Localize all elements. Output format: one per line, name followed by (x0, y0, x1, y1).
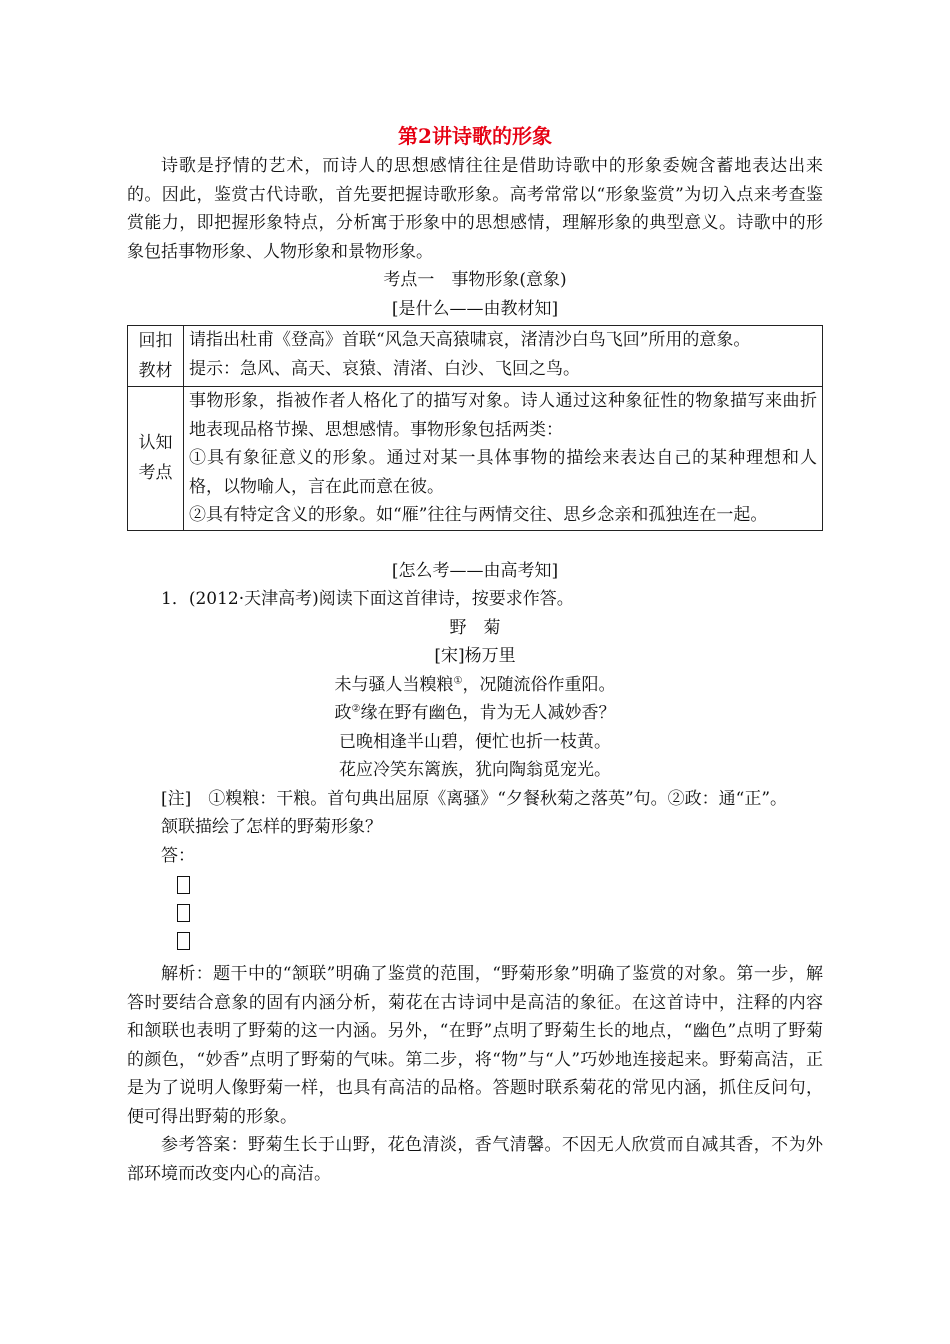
poem-line-2: 政②缘在野有幽色，肯为无人减妙香？ (334, 703, 616, 723)
analysis-paragraph: 解析：题干中的“颔联”明确了鉴赏的范围，“野菊形象”明确了鉴赏的对象。第一步，解答时要结合意象的固有内涵分析，菊花在古诗词中是高洁的象征。在这首诗中，注释的内容和颔联也表明了野菊的这一内涵。另外，“在野”点明了野菊生长的地点，“幽色”点明了野菊的颜色，“妙香”点明了野菊的气味。第二步，将“物”与“人”巧妙地连接起来。野菊高洁，正是为了说明人像野菊一样，也具有高洁的品格。答题时联系菊花的常见内涵，抓住反问句，便可得出野菊的形象。 (127, 964, 823, 1127)
poem-line-3: 已晚相逢半山碧，便忙也折一枝黄。 (339, 731, 611, 752)
cognition-definition: 事物形象，指被作者人格化了的描写对象。诗人通过这种象征性的物象描写来曲折地表现品格节操、思想感情。事物形象包括两类： (189, 391, 817, 440)
review-hint: 提示：急风、高天、哀猿、清渚、白沙、飞回之鸟。 (189, 358, 580, 379)
answer-label: 答： (161, 845, 195, 866)
cognition-point-2: ②具有特定含义的形象。如“雁”往往与两情交往、思乡念亲和孤独连在一起。 (189, 505, 768, 525)
answer-blanks (177, 876, 823, 950)
intro-paragraph: 诗歌是抒情的艺术，而诗人的思想感情往往是借助诗歌中的形象委婉含蓄地表达出来的。因此，鉴赏古代诗歌，首先要把握诗歌形象。高考常常以“形象鉴赏”为切入点来考查鉴赏能力，即把握形象特点，分析寓于形象中的思想感情，理解形象的典型意义。诗歌中的形象包括事物形象、人物形象和景物形象。 (127, 156, 823, 262)
review-question: 请指出杜甫《登高》首联“风急天高猿啸哀，渚清沙白鸟飞回”所用的意象。 (189, 330, 751, 350)
row-label-review (128, 326, 184, 387)
table-row (128, 326, 823, 387)
section1-subheading: [是什么——由教材知] (391, 298, 559, 319)
section2-subheading: [怎么考——由高考知] (391, 560, 559, 581)
poem (127, 614, 823, 785)
row-content-cognition (184, 387, 823, 531)
page-title: 第2讲诗歌的形象 (398, 124, 552, 148)
section1-heading: 考点一 事物形象(意象) (383, 270, 567, 290)
answer-blank-box (177, 904, 190, 922)
reference-answer: 参考答案：野菊生长于山野，花色清淡，香气清馨。不因无人欣赏而自减其香，不为外部环境而改变内心的高洁。 (127, 1135, 823, 1184)
footnote-marker-2: ② (351, 703, 361, 715)
question-prompt: 1．(2012·天津高考)阅读下面这首律诗，按要求作答。 (161, 589, 574, 609)
poem-note: [注] ①糗粮：干粮。首句典出屈原《离骚》“夕餐秋菊之落英”句。②政：通“正”。 (161, 788, 788, 809)
label-line: 考点 (138, 463, 173, 484)
row-content-review (184, 326, 823, 387)
poem-line-4: 花应冷笑东篱族，犹向陶翁觅宠光。 (339, 760, 611, 780)
question-ask: 颔联描绘了怎样的野菊形象？ (161, 817, 382, 837)
document-page (127, 122, 823, 1188)
cognition-point-1: ①具有象征意义的形象。通过对某一具体事物的描绘来表达自己的某种理想和人格，以物喻人，言在此而意在彼。 (189, 448, 817, 497)
answer-blank-box (177, 932, 190, 950)
poem-line-1: 未与骚人当糗粮①，况随流俗作重阳。 (334, 674, 616, 695)
poem-title: 野 菊 (449, 617, 501, 638)
table-row (128, 387, 823, 531)
label-line: 认知 (138, 433, 173, 454)
poem-author: [宋]杨万里 (434, 646, 516, 666)
row-label-cognition (128, 387, 184, 531)
answer-blank-box (177, 876, 190, 894)
label-line: 回扣 (138, 331, 173, 351)
label-line: 教材 (138, 361, 173, 381)
footnote-marker-1: ① (453, 674, 463, 686)
knowledge-table (127, 325, 823, 531)
